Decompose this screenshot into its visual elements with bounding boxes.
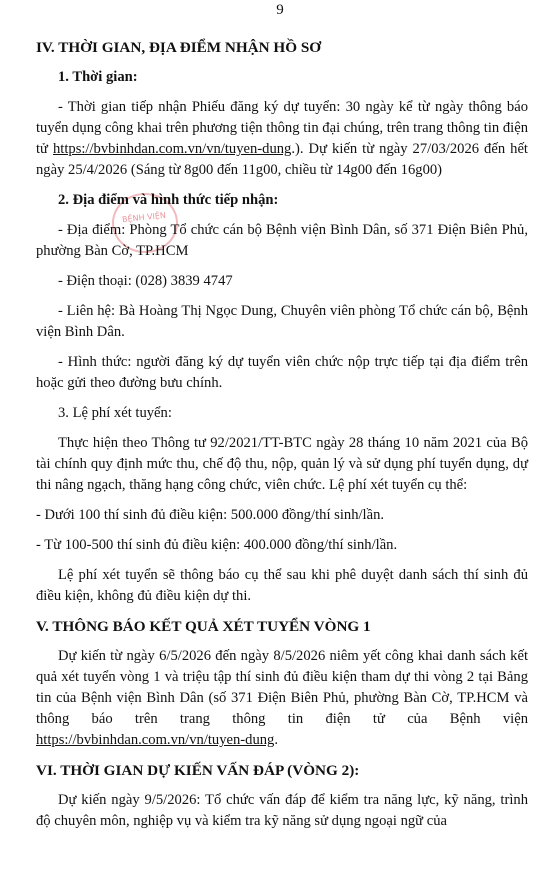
document-body: [36, 30, 528, 841]
place-address: - Địa điểm: Phòng Tổ chức cán bộ Bệnh viện Bình Dân, số 371 Điện Biên Phủ, phường Bàn Cờ, TP.HCM: [36, 222, 528, 259]
time-heading: 1. Thời gian:: [58, 69, 138, 85]
place-contact: - Liên hệ: Bà Hoàng Thị Ngọc Dung, Chuyên viên phòng Tổ chức cán bộ, Bệnh viện Bình Dân.: [36, 303, 528, 340]
fee-heading: 3. Lệ phí xét tuyển:: [58, 405, 172, 421]
place-phone: - Điện thoại: (028) 3839 4747: [58, 273, 233, 289]
time-text-b: .). Dự kiến từ ngày 27/03/2026 đến hết ngày 25/4/2026 (Sáng từ 8g00 đến 11g00, chiều từ 14g00 đến 16g00): [36, 141, 528, 178]
section-vi-title: VI. THỜI GIAN DỰ KIẾN VẤN ĐÁP (VÒNG 2):: [36, 762, 360, 779]
v-text: Dự kiến từ ngày 6/5/2026 đến ngày 8/5/2026 niêm yết công khai danh sách kết quả xét tuyển vòng 1 và triệu tập thí sinh đủ điều kiện tham dự thi vòng 2 tại Bảng tin của Bệnh viện Bình Dân (số 371 Điện Biên Phủ, phường Bàn Cờ, TP.HCM và thông báo trên trang thông tin điện tử của Bệnh viện: [36, 648, 528, 727]
v-paragraph: [36, 646, 528, 751]
place-form: - Hình thức: người đăng ký dự tuyển viên chức nộp trực tiếp tại địa điểm trên hoặc gửi theo đường bưu chính.: [36, 354, 528, 391]
vi-paragraph: Dự kiến ngày 9/5/2026: Tổ chức vấn đáp để kiểm tra năng lực, kỹ năng, trình độ chuyên môn, nghiệp vụ và kiểm tra kỹ năng sử dụng ngoại ngữ của: [36, 792, 528, 829]
section-v-title: V. THÔNG BÁO KẾT QUẢ XÉT TUYỂN VÒNG 1: [36, 618, 371, 635]
v-link[interactable]: https://bvbinhdan.com.vn/vn/tuyen-dung: [36, 732, 275, 748]
fee-under-100: - Dưới 100 thí sinh đủ điều kiện: 500.000 đồng/thí sinh/lần.: [36, 507, 385, 523]
v-text-end: .: [274, 732, 279, 748]
section-iv-title: IV. THỜI GIAN, ĐỊA ĐIỂM NHẬN HỒ SƠ: [36, 39, 322, 56]
time-text-a: - Thời gian tiếp nhận Phiếu đăng ký dự tuyển: 30 ngày kể từ ngày thông báo tuyển dụng công khai trên phương tiện thông tin đại chúng, trên trang thông tin điện tử: [36, 99, 528, 157]
stamp-text: BỆNH VIỆN: [121, 210, 167, 225]
fee-100-500: - Từ 100-500 thí sinh đủ điều kiện: 400.000 đồng/thí sinh/lần.: [36, 537, 398, 553]
time-paragraph: [36, 97, 528, 181]
page-number: 9: [276, 2, 284, 18]
place-heading: 2. Địa điểm và hình thức tiếp nhận:: [58, 192, 279, 208]
fee-note: Lệ phí xét tuyển sẽ thông báo cụ thể sau khi phê duyệt danh sách thí sinh đủ điều kiện, không đủ điều kiện dự thi.: [36, 567, 528, 604]
time-link[interactable]: https://bvbinhdan.com.vn/vn/tuyen-dung: [53, 141, 292, 157]
fee-paragraph: Thực hiện theo Thông tư 92/2021/TT-BTC ngày 28 tháng 10 năm 2021 của Bộ tài chính quy định mức thu, chế độ thu, nộp, quản lý và sử dụng phí tuyển dụng, dự thi nâng ngạch, thăng hạng công chức, viên chức. Lệ phí xét tuyển cụ thể:: [36, 435, 528, 493]
